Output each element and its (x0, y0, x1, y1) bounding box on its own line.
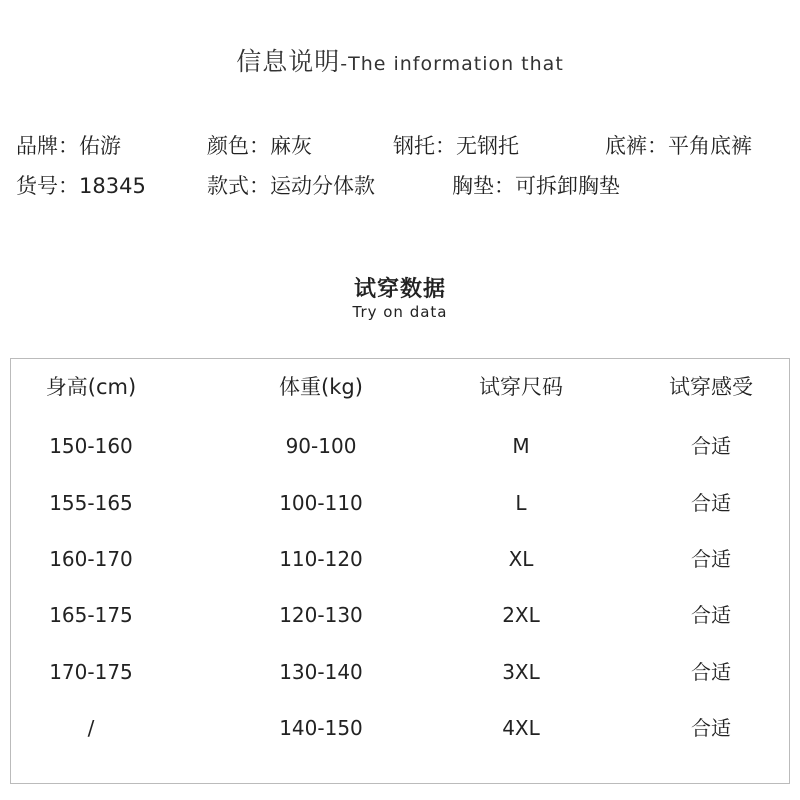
header-weight: 体重(kg) (279, 375, 363, 399)
cell-weight: 100-110 (279, 491, 363, 515)
cell-weight: 120-130 (279, 603, 363, 627)
cell-size: 3XL (502, 660, 540, 684)
table-header-row (11, 367, 791, 407)
table-row (11, 426, 791, 466)
cell-feel: 合适 (691, 603, 731, 627)
header-size: 试穿尺码 (479, 375, 563, 399)
cell-height: 160-170 (49, 547, 133, 571)
header-height: 身高(cm) (45, 375, 137, 399)
cell-size: 2XL (502, 603, 540, 627)
info-brand: 品牌：佑游 (16, 134, 121, 158)
info-style: 款式：运动分体款 (207, 174, 375, 198)
cell-size: M (512, 434, 530, 458)
cell-feel: 合适 (691, 491, 731, 515)
cell-size: L (515, 491, 527, 515)
page-title-cn: 信息说明 (236, 47, 341, 76)
cell-size: XL (508, 547, 534, 571)
cell-weight: 110-120 (279, 547, 363, 571)
cell-size: 4XL (502, 716, 540, 740)
info-bottoms: 底裤：平角底裤 (605, 134, 752, 158)
size-table (10, 358, 790, 784)
info-item-number: 货号：18345 (16, 174, 146, 198)
section-subtitle: Try on data (352, 303, 448, 321)
table-row (11, 483, 791, 523)
section-title: 试穿数据 (353, 277, 446, 302)
cell-feel: 合适 (691, 660, 731, 684)
page-title (0, 42, 800, 78)
cell-feel: 合适 (691, 716, 731, 740)
cell-height: 170-175 (49, 660, 133, 684)
page-title-en: -The information that (340, 53, 564, 75)
header-feel: 试穿感受 (669, 375, 753, 399)
table-row (11, 708, 791, 748)
table-row (11, 539, 791, 579)
cell-height: 150-160 (49, 434, 133, 458)
cell-weight: 90-100 (285, 434, 357, 458)
cell-weight: 140-150 (279, 716, 363, 740)
info-chest-pad: 胸垫：可拆卸胸垫 (452, 174, 620, 198)
cell-feel: 合适 (691, 434, 731, 458)
cell-feel: 合适 (691, 547, 731, 571)
cell-height: 165-175 (49, 603, 133, 627)
table-row (11, 652, 791, 692)
info-color: 颜色：麻灰 (207, 134, 312, 158)
info-underwire: 钢托：无钢托 (393, 134, 519, 158)
cell-height: / (87, 716, 95, 740)
table-row (11, 595, 791, 635)
cell-weight: 130-140 (279, 660, 363, 684)
cell-height: 155-165 (49, 491, 133, 515)
